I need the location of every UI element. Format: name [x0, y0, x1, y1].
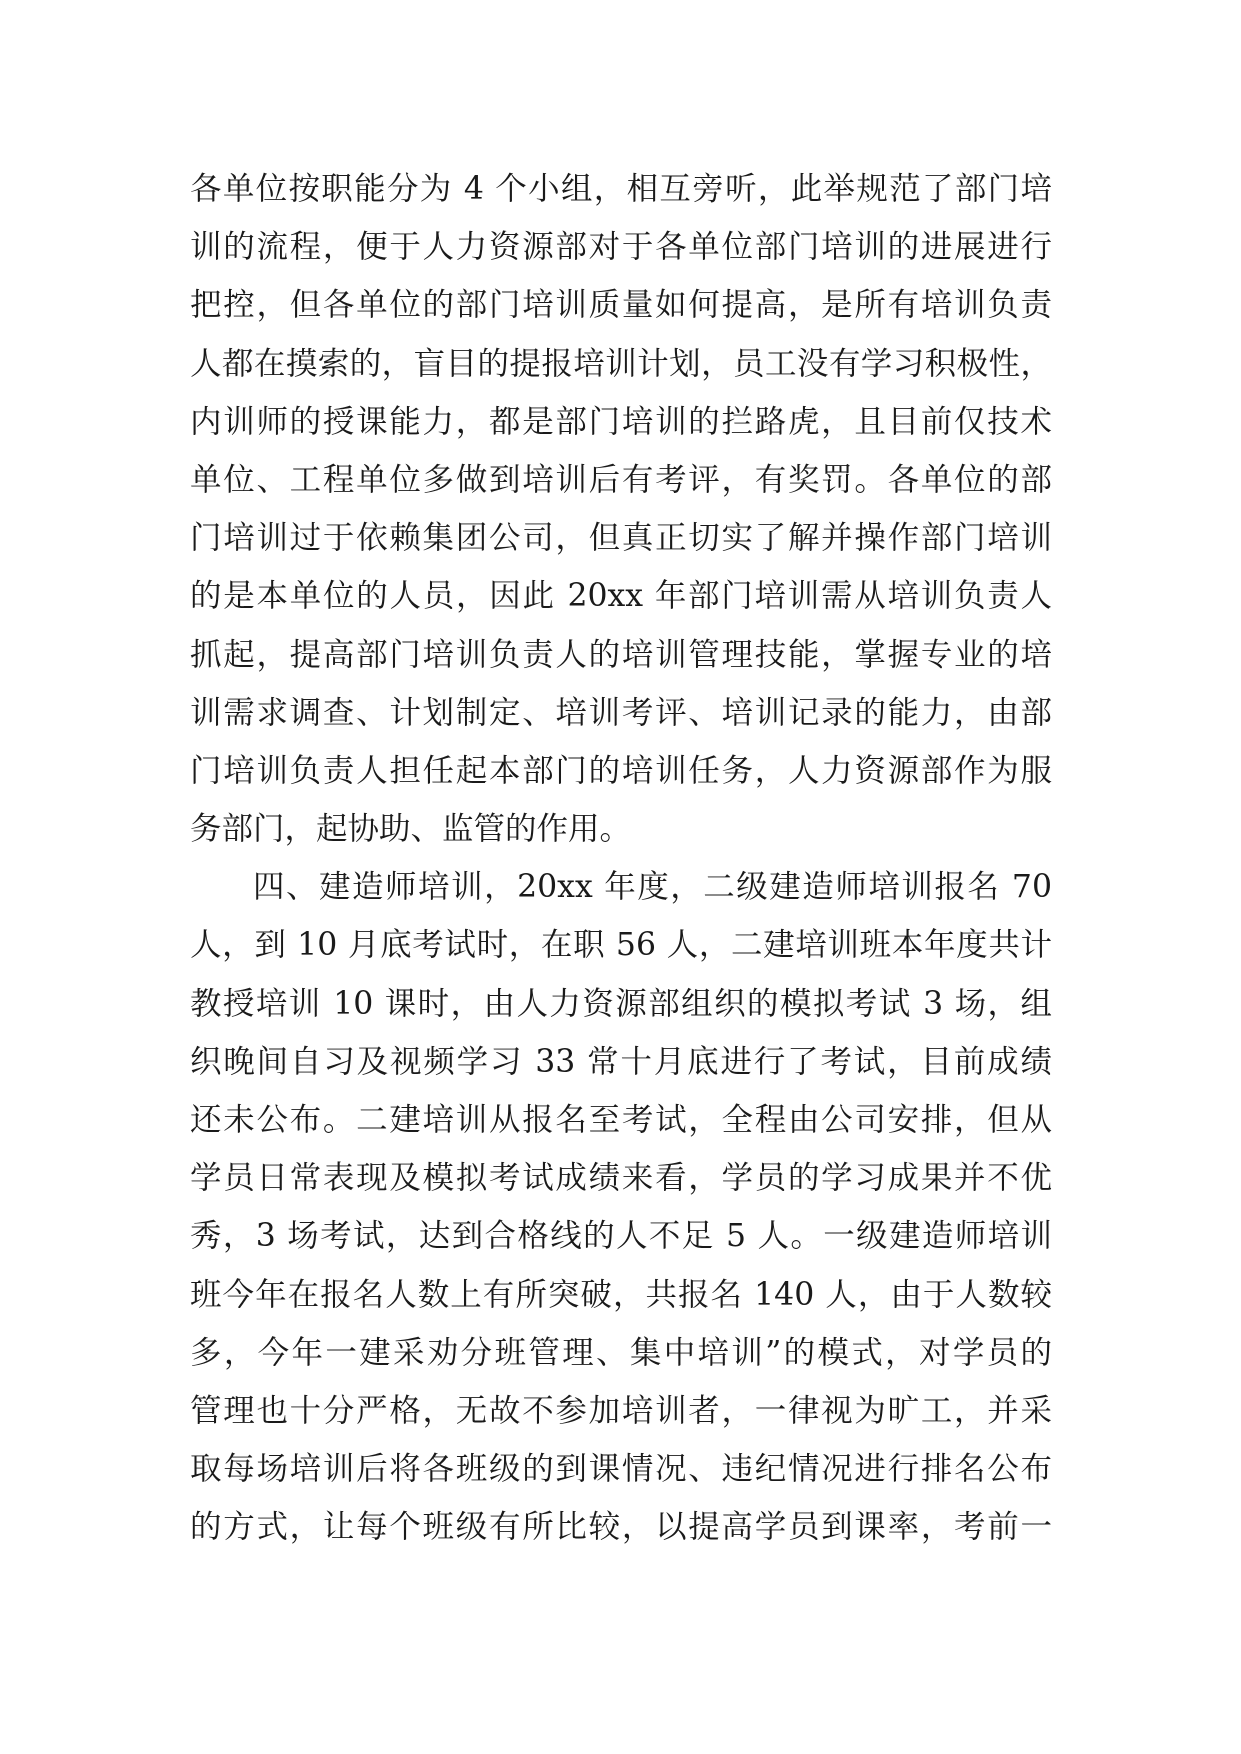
- paragraph-last-line: 务部门，起协助、监管的作用。: [190, 811, 632, 848]
- text-line: 管理也十分严格，无故不参加培训者，一律视为旷工，并采: [190, 1392, 1052, 1429]
- text-line: 秀，3 场考试，达到合格线的人不足 5 人。一级建造师培训: [190, 1218, 1052, 1255]
- text-line: 学员日常表现及模拟考试成绩来看，学员的学习成果并不优: [190, 1160, 1052, 1197]
- text-line: 织晚间自习及视频学习 33 常十月底进行了考试，目前成绩: [190, 1043, 1052, 1080]
- text-line: 还未公布。二建培训从报名至考试，全程由公司安排，但从: [190, 1102, 1052, 1138]
- text-line: 训的流程，便于人力资源部对于各单位部门培训的进展进行: [190, 229, 1052, 266]
- text-line: 取每场培训后将各班级的到课情况、违纪情况进行排名公布: [190, 1451, 1052, 1488]
- text-line: 训需求调查、计划制定、培训考评、培训记录的能力，由部: [190, 694, 1052, 731]
- text-line: 教授培训 10 课时，由人力资源部组织的模拟考试 3 场，组: [190, 985, 1052, 1022]
- body-text: [190, 160, 1052, 1557]
- text-line: 门培训过于依赖集团公司，但真正切实了解并操作部门培训: [190, 520, 1052, 557]
- text-line: 内训师的授课能力，都是部门培训的拦路虎，且目前仅技术: [190, 403, 1052, 440]
- text-line: 多，今年一建采劝分班管理、集中培训”的模式，对学员的: [190, 1334, 1052, 1371]
- text-line: 班今年在报名人数上有所突破，共报名 140 人，由于人数较: [190, 1276, 1052, 1313]
- text-line: 各单位按职能分为 4 个小组，相互旁听，此举规范了部门培: [190, 171, 1052, 207]
- text-line: 抓起，提高部门培训负责人的培训管理技能，掌握专业的培: [190, 636, 1052, 673]
- text-line: 人都在摸索的，盲目的提报培训计划，员工没有学习积极性，: [190, 345, 1052, 382]
- paragraph-first-line: 四、建造师培训，20xx 年度，二级建造师培训报名 70: [253, 869, 1052, 906]
- text-line: 人，到 10 月底考试时，在职 56 人，二建培训班本年度共计: [190, 927, 1052, 964]
- text-line: 的是本单位的人员，因此 20xx 年部门培训需从培训负责人: [190, 578, 1052, 615]
- text-line: 的方式，让每个班级有所比较，以提高学员到课率，考前一: [190, 1509, 1052, 1546]
- text-line: 门培训负责人担任起本部门的培训任务，人力资源部作为服: [190, 752, 1052, 789]
- text-line: 把控，但各单位的部门培训质量如何提高，是所有培训负责: [190, 287, 1052, 324]
- text-line: 单位、工程单位多做到培训后有考评，有奖罚。各单位的部: [190, 461, 1052, 498]
